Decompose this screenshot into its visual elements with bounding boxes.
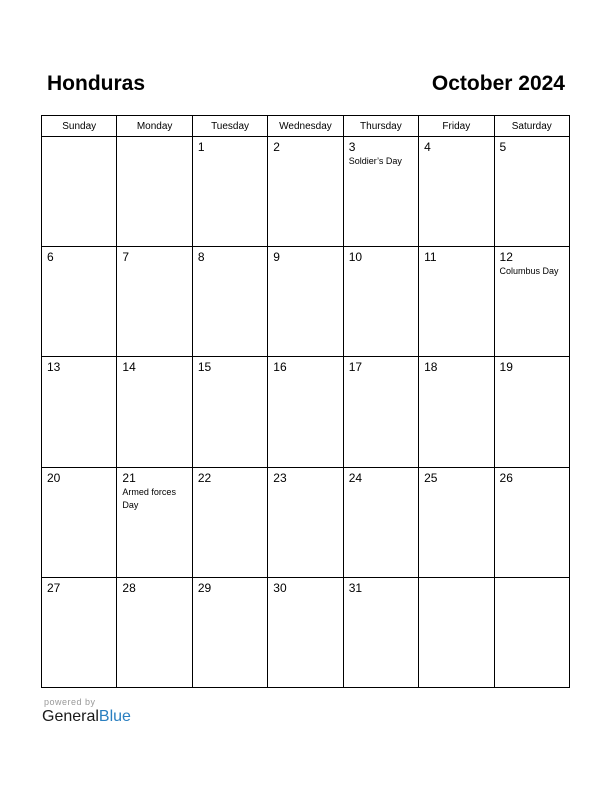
day-cell	[192, 137, 267, 247]
day-number: 14	[122, 360, 136, 375]
day-cell	[268, 357, 343, 467]
generalblue-logo[interactable]	[42, 708, 131, 726]
day-cell	[192, 577, 267, 687]
day-cell	[117, 357, 192, 467]
day-cell	[42, 357, 117, 467]
day-number: 10	[348, 250, 363, 265]
day-cell	[419, 577, 494, 687]
weekday-header-row	[42, 116, 570, 137]
weekday-saturday: Saturday	[494, 116, 569, 137]
holiday-label: Armed forces Day	[122, 486, 176, 510]
day-cell	[268, 577, 343, 687]
day-cell	[117, 247, 192, 357]
day-cell	[192, 357, 267, 467]
day-number: 24	[348, 470, 363, 485]
holiday-label: Soldier’s Day	[348, 156, 402, 166]
day-number: 18	[424, 360, 438, 375]
day-number: 26	[499, 470, 513, 485]
day-cell	[42, 577, 117, 687]
day-number: 27	[47, 580, 61, 595]
country-title: Honduras	[47, 72, 146, 95]
day-number: 7	[122, 250, 130, 265]
day-number: 21	[122, 470, 136, 485]
logo-blue-text: Blue	[98, 708, 131, 725]
day-number: 1	[197, 140, 205, 154]
day-cell	[343, 247, 418, 357]
weekday-tuesday: Tuesday	[192, 116, 267, 137]
day-cell	[268, 137, 343, 247]
weekday-thursday: Thursday	[343, 116, 418, 137]
calendar-body	[42, 137, 570, 688]
day-cell	[117, 137, 192, 247]
day-number: 11	[424, 250, 437, 265]
day-cell	[494, 577, 569, 687]
day-cell	[494, 247, 569, 357]
day-number: 25	[424, 470, 438, 485]
day-cell	[42, 467, 117, 577]
day-number: 31	[348, 580, 363, 595]
week-row	[42, 577, 570, 687]
week-row	[42, 467, 570, 577]
day-number: 19	[499, 360, 513, 375]
day-cell	[494, 137, 569, 247]
day-cell	[419, 357, 494, 467]
calendar-grid	[41, 115, 570, 688]
day-number: 13	[47, 360, 61, 375]
day-number: 22	[197, 470, 212, 485]
day-cell	[343, 357, 418, 467]
day-cell	[494, 357, 569, 467]
weekday-wednesday: Wednesday	[268, 116, 343, 137]
weekday-sunday: Sunday	[42, 116, 117, 137]
day-number: 5	[499, 140, 507, 154]
day-cell	[494, 467, 569, 577]
weekday-monday: Monday	[117, 116, 192, 137]
day-cell	[117, 577, 192, 687]
day-cell	[42, 137, 117, 247]
logo-general-text: General	[42, 708, 99, 725]
day-cell	[419, 467, 494, 577]
day-cell	[343, 137, 418, 247]
day-number: 4	[424, 140, 431, 154]
day-cell	[419, 247, 494, 357]
day-cell	[192, 247, 267, 357]
day-cell	[343, 467, 418, 577]
day-cell	[268, 467, 343, 577]
day-number: 15	[197, 360, 212, 375]
day-cell	[268, 247, 343, 357]
day-number: 8	[197, 250, 205, 265]
day-cell	[192, 467, 267, 577]
day-number: 9	[273, 250, 280, 265]
month-year-title: October 2024	[431, 72, 565, 95]
day-number: 2	[273, 140, 280, 154]
day-number: 20	[47, 470, 61, 485]
holiday-label: Columbus Day	[499, 266, 559, 277]
day-number: 29	[197, 580, 212, 595]
day-cell	[419, 137, 494, 247]
week-row	[42, 357, 570, 467]
day-number: 16	[273, 360, 287, 375]
day-number: 12	[499, 250, 513, 265]
day-number: 28	[122, 580, 136, 595]
weekday-friday: Friday	[419, 116, 494, 137]
day-number: 17	[348, 360, 363, 375]
day-number: 23	[273, 470, 287, 485]
powered-by-label: powered by	[44, 697, 96, 707]
day-number: 6	[47, 250, 54, 265]
week-row	[42, 247, 570, 357]
day-cell	[42, 247, 117, 357]
day-cell	[343, 577, 418, 687]
day-number: 3	[348, 140, 356, 154]
week-row	[42, 137, 570, 247]
day-cell	[117, 467, 192, 577]
day-number: 30	[273, 580, 287, 595]
